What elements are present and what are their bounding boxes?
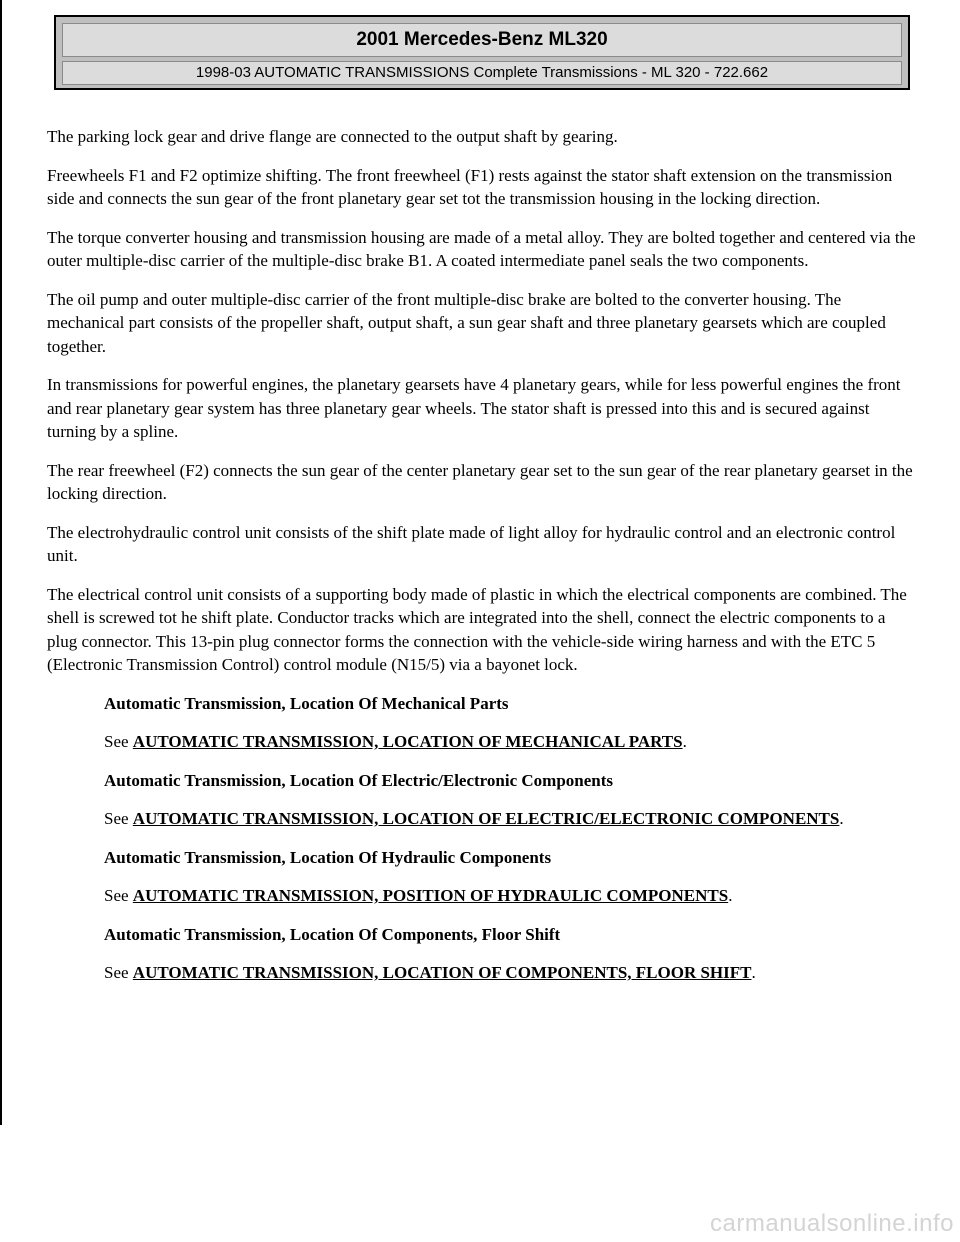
document-subtitle: 1998-03 AUTOMATIC TRANSMISSIONS Complete Transmissions - ML 320 - 722.662 [62, 61, 902, 85]
see-reference [104, 961, 917, 985]
body-paragraph: The rear freewheel (F2) connects the sun gear of the center planetary gear set to the sun gear of the rear planetary gearset in the locking direction. [47, 460, 913, 503]
section-heading: Automatic Transmission, Location Of Electric/Electronic Components [104, 770, 614, 790]
floor-shift-link[interactable]: AUTOMATIC TRANSMISSION, LOCATION OF COMPONENTS, FLOOR SHIFT [132, 963, 752, 982]
see-prefix: See [104, 809, 133, 828]
section-floor-shift [47, 923, 917, 985]
section-mechanical-parts [47, 692, 917, 754]
body-paragraph: The parking lock gear and drive flange are connected to the output shaft by gearing. [47, 127, 618, 146]
section-heading: Automatic Transmission, Location Of Components, Floor Shift [104, 924, 561, 944]
reference-suffix: . [751, 963, 756, 982]
see-prefix: See [104, 732, 133, 751]
see-reference [104, 807, 917, 831]
hydraulic-components-link[interactable]: AUTOMATIC TRANSMISSION, POSITION OF HYDRAULIC COMPONENTS [132, 886, 729, 905]
document-title: 2001 Mercedes-Benz ML320 [62, 23, 902, 57]
mechanical-parts-link[interactable]: AUTOMATIC TRANSMISSION, LOCATION OF MECHANICAL PARTS [132, 732, 683, 751]
body-paragraph: The oil pump and outer multiple-disc carrier of the front multiple-disc brake are bolted to the converter housing. The mechanical part consists of the propeller shaft, output shaft, a sun gear shaft and three planetary gearsets which are coupled together. [47, 289, 886, 356]
electronic-components-link[interactable]: AUTOMATIC TRANSMISSION, LOCATION OF ELECTRIC/ELECTRONIC COMPONENTS [132, 809, 840, 828]
document-body [47, 125, 917, 1000]
body-paragraph: The torque converter housing and transmission housing are made of a metal alloy. They are bolted together and centered via the outer multiple-disc carrier of the multiple-disc brake B1. A coated intermediate panel seals the two components. [47, 227, 916, 270]
reference-suffix: . [839, 809, 844, 828]
reference-suffix: . [682, 732, 687, 751]
reference-suffix: . [728, 886, 733, 905]
page-left-rule [0, 0, 2, 1125]
section-heading: Automatic Transmission, Location Of Mechanical Parts [104, 693, 509, 713]
section-electronic-components [47, 769, 917, 831]
see-reference [104, 730, 917, 754]
section-heading: Automatic Transmission, Location Of Hydraulic Components [104, 847, 552, 867]
body-paragraph: The electrohydraulic control unit consists of the shift plate made of light alloy for hydraulic control and an electronic control unit. [47, 522, 896, 565]
see-prefix: See [104, 886, 133, 905]
see-prefix: See [104, 963, 133, 982]
section-hydraulic-components [47, 846, 917, 908]
document-header [54, 15, 910, 90]
body-paragraph: Freewheels F1 and F2 optimize shifting. The front freewheel (F1) rests against the stator shaft extension on the transmission side and connects the sun gear of the front planetary gear set tot the transmission housing in the locking direction. [47, 165, 893, 208]
watermark: carmanualsonline.info [710, 1210, 954, 1237]
see-reference [104, 884, 917, 908]
body-paragraph: The electrical control unit consists of a supporting body made of plastic in which the electrical components are combined. The shell is screwed tot he shift plate. Conductor tracks which are integrated into the shell, connect the electric components to a plug connector. This 13-pin plug connector forms the connection with the vehicle-side wiring harness and with the ETC 5 (Electronic Transmission Control) control module (N15/5) via a bayonet lock. [47, 584, 907, 674]
body-paragraph: In transmissions for powerful engines, the planetary gearsets have 4 planetary gears, while for less powerful engines the front and rear planetary gear system has three planetary gear wheels. The stator shaft is pressed into this and is secured against turning by a spline. [47, 375, 901, 441]
